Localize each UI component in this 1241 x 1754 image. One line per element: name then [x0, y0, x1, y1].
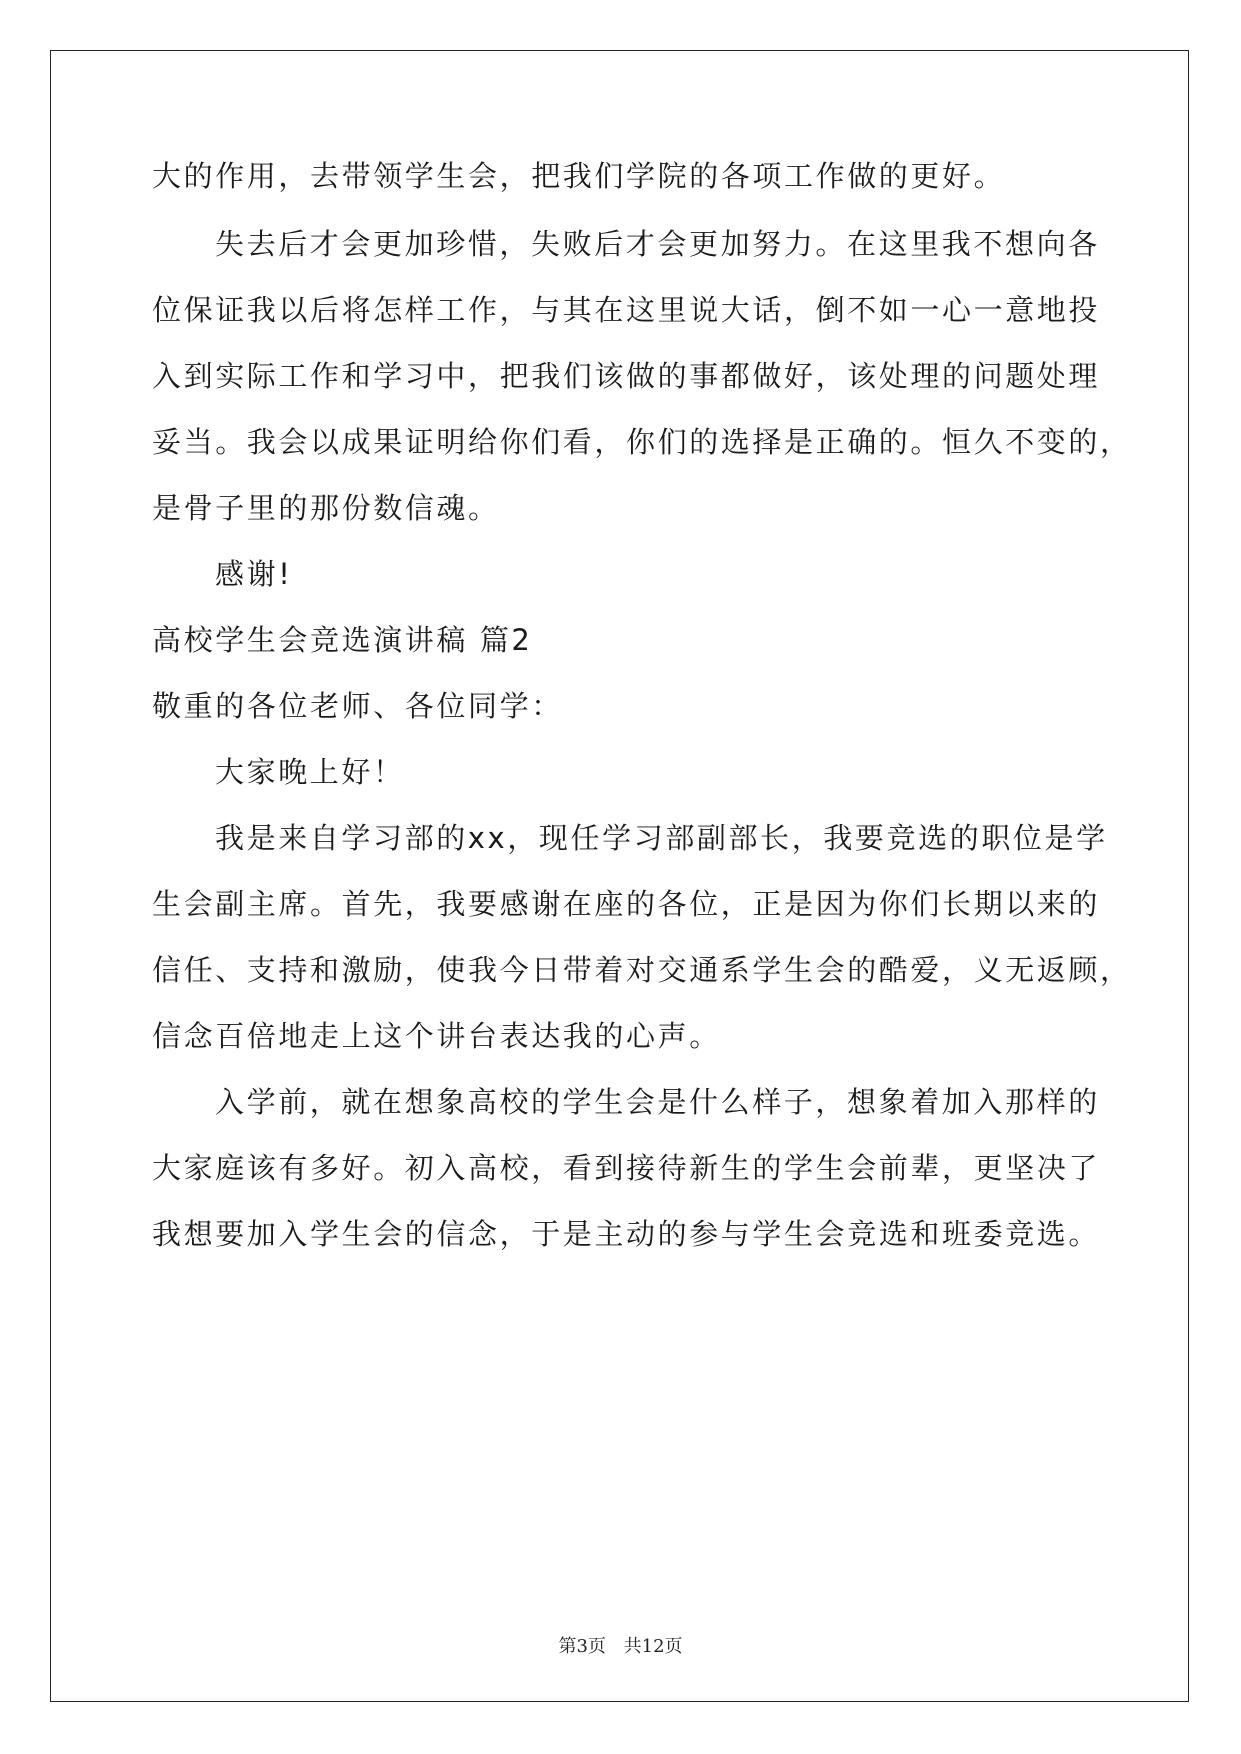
text-line: 信任、支持和激励，使我今日带着对交通系学生会的酷爱，义无返顾， — [152, 953, 1132, 987]
page-total: 共12页 — [623, 1636, 683, 1657]
page-footer — [0, 1632, 1241, 1658]
text-line: 失去后才会更加珍惜，失败后才会更加努力。在这里我不想向各 — [215, 227, 1100, 261]
section-heading: 高校学生会竞选演讲稿 篇2 — [152, 623, 533, 657]
text-line: 生会副主席。首先，我要感谢在座的各位，正是因为你们长期以来的 — [152, 887, 1101, 921]
text-line: 妥当。我会以成果证明给你们看，你们的选择是正确的。恒久不变的， — [152, 425, 1132, 459]
text-line: 入学前，就在想象高校的学生会是什么样子，想象着加入那样的 — [215, 1085, 1100, 1119]
text-line: 大的作用，去带领学生会，把我们学院的各项工作做的更好。 — [152, 159, 1006, 193]
page-number: 第3页 — [558, 1636, 606, 1657]
text-line: 入到实际工作和学习中，把我们该做的事都做好，该处理的问题处理 — [152, 359, 1101, 393]
text-line: 位保证我以后将怎样工作，与其在这里说大话，倒不如一心一意地投 — [152, 293, 1101, 327]
text-line: 我是来自学习部的xx，现任学习部副部长，我要竞选的职位是学 — [215, 821, 1108, 855]
text-line: 是骨子里的那份数信魂。 — [152, 491, 500, 525]
text-line: 信念百倍地走上这个讲台表达我的心声。 — [152, 1019, 721, 1053]
salutation: 敬重的各位老师、各位同学： — [152, 689, 563, 723]
greeting: 大家晚上好！ — [215, 755, 405, 789]
text-line: 我想要加入学生会的信念，于是主动的参与学生会竞选和班委竞选。 — [152, 1217, 1101, 1251]
text-line: 大家庭该有多好。初入高校，看到接待新生的学生会前辈，更坚决了 — [152, 1151, 1101, 1185]
text-line: 感谢! — [215, 557, 293, 591]
